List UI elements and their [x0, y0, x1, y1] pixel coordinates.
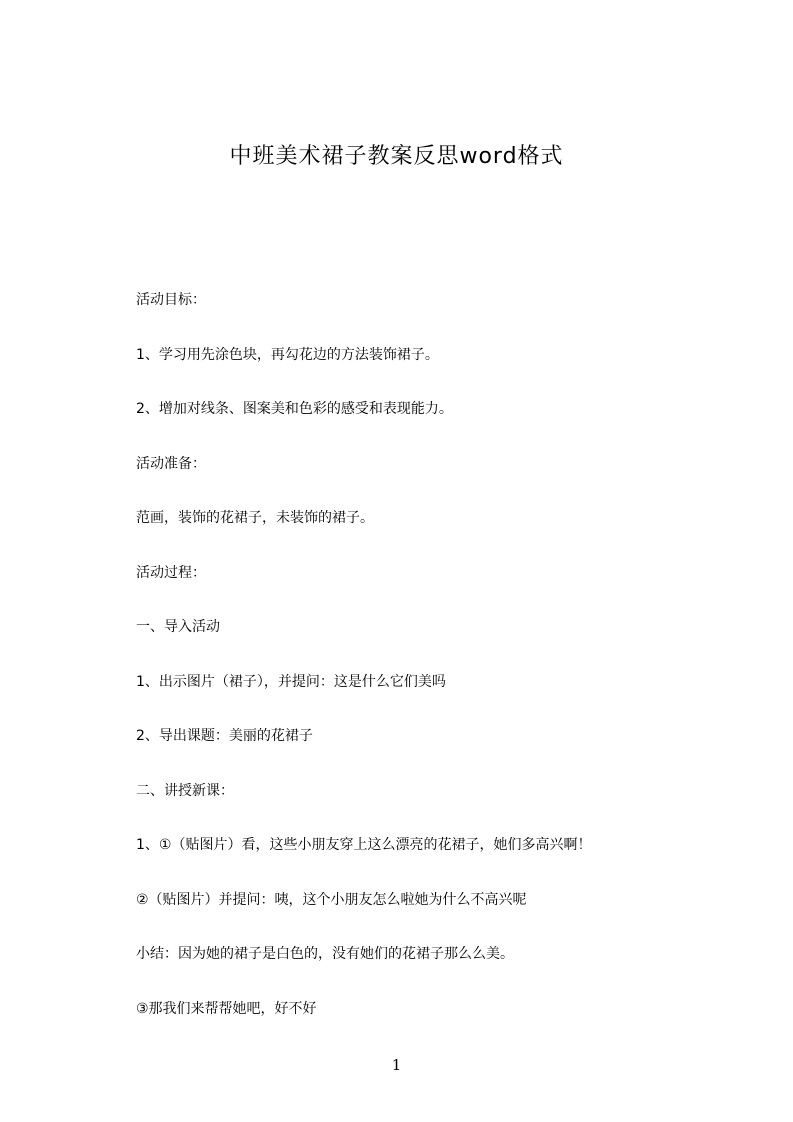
page-number: 1: [391, 1056, 402, 1074]
paragraph-summary: 小结：因为她的裙子是白色的，没有她们的花裙子那么么美。: [136, 946, 514, 962]
paragraph-goal-2: 2、增加对线条、图案美和色彩的感受和表现能力。: [136, 401, 453, 417]
paragraph-preparation-heading: 活动准备：: [136, 455, 206, 472]
paragraph-step-1: 1、出示图片（裙子），并提问：这是什么它们美吗: [136, 673, 446, 690]
paragraph-lesson-step-1: 1、①（贴图片）看，这些小朋友穿上这么漂亮的花裙子，她们多高兴啊！: [136, 837, 592, 853]
paragraph-goal-1: 1、学习用先涂色块，再勾花边的方法装饰裙子。: [136, 346, 439, 363]
paragraph-lesson-step-3: ③那我们来帮帮她吧，好不好: [136, 1000, 317, 1017]
paragraph-preparation: 范画，装饰的花裙子，未装饰的裙子。: [136, 510, 374, 526]
paragraph-process-heading: 活动过程：: [136, 564, 206, 581]
document-title: 中班美术裙子教案反思word格式: [229, 144, 564, 169]
paragraph-section-2-heading: 二、讲授新课：: [136, 782, 234, 799]
document-body: [136, 288, 696, 1051]
paragraph-lesson-step-2: ②（贴图片）并提问：咦，这个小朋友怎么啦她为什么不高兴呢: [136, 891, 527, 908]
paragraph-step-2: 2、导出课题：美丽的花裙子: [136, 728, 313, 744]
paragraph-activity-goals-heading: 活动目标：: [136, 292, 206, 308]
paragraph-section-1-heading: 一、导入活动: [136, 619, 220, 635]
